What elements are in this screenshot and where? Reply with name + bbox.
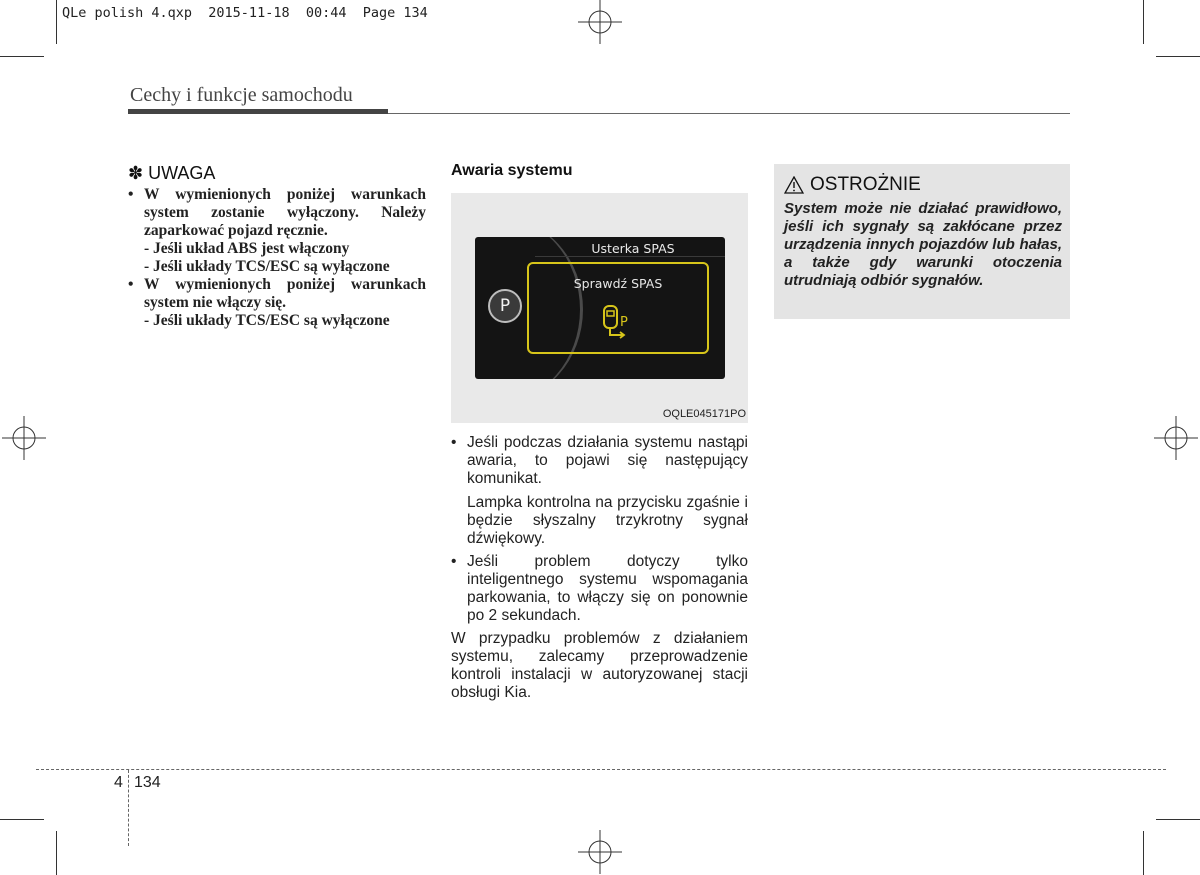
- warning-message-box: [527, 262, 709, 354]
- note-heading: [128, 163, 215, 184]
- caution-heading-label: OSTROŻNIE: [810, 174, 921, 195]
- figure-code: OQLE045171PO: [662, 408, 746, 420]
- caution-heading: [784, 174, 921, 196]
- instrument-cluster-display: [475, 237, 725, 379]
- caution-text: System może nie działać prawidłowo, jeśli ich sygnały są zakłócane przez urządzenia innych pojazdów lub hałas, a także gdy warunki otoczenia utrudniają odbiór sygnałów.: [784, 200, 1062, 289]
- cluster-title: Usterka SPAS: [591, 241, 675, 256]
- parking-assist-icon: [599, 304, 639, 340]
- parking-letter: P: [620, 315, 628, 330]
- footer-divider-vertical: [128, 770, 129, 846]
- note-heading-label: UWAGA: [148, 163, 216, 183]
- page-number: 134: [134, 774, 161, 791]
- note-subitem: - Jeśli układ ABS jest włączony: [144, 240, 350, 257]
- warning-triangle-icon: [784, 176, 804, 194]
- cluster-divider: [535, 256, 725, 257]
- list-item: • Jeśli podczas działania systemu nastąpi awaria, to pojawi się następujący komunikat.: [451, 434, 748, 488]
- registration-mark-icon: [1154, 416, 1198, 460]
- gear-indicator: P: [488, 289, 522, 323]
- paragraph: W przypadku problemów z działaniem systemu, zalecamy przeprowadzenie kontroli instalacji w autoryzowanej stacji obsługi Kia.: [451, 630, 748, 701]
- asterisk-icon: ✽: [128, 163, 144, 183]
- note-item: • W wymienionych poniżej warunkach system nie włączy się.: [128, 276, 426, 312]
- crop-mark: [0, 56, 44, 57]
- section-title: Cechy i funkcje samochodu: [130, 84, 353, 106]
- caution-box: [774, 164, 1070, 319]
- note-body: [128, 186, 426, 330]
- crop-mark: [1143, 0, 1144, 44]
- crop-mark: [0, 819, 44, 820]
- crop-mark: [1156, 56, 1200, 57]
- crop-mark: [56, 0, 57, 44]
- header-rule-thin: [388, 113, 1070, 114]
- list-item: • Jeśli problem dotyczy tylko inteligentnego systemu wspomagania parkowania, to włączy się on ponownie po 2 sekundach.: [451, 553, 748, 625]
- subsection-heading: Awaria systemu: [451, 162, 573, 179]
- header-rule: [128, 109, 388, 114]
- registration-mark-icon: [2, 416, 46, 460]
- registration-mark-icon: [578, 830, 622, 874]
- crop-mark: [1143, 831, 1144, 875]
- cluster-message: Sprawdź SPAS: [573, 276, 663, 291]
- crop-mark: [1156, 819, 1200, 820]
- note-subitem: - Jeśli układy TCS/ESC są wyłączone: [144, 312, 390, 329]
- chapter-number: 4: [114, 774, 123, 791]
- registration-mark-icon: [578, 0, 622, 44]
- note-subitem: - Jeśli układy TCS/ESC są wyłączone: [144, 258, 390, 275]
- failure-description: [451, 434, 748, 702]
- cluster-figure: [451, 193, 748, 423]
- note-item: • W wymienionych poniżej warunkach system zostanie wyłączony. Należy zaparkować pojazd ręcznie.: [128, 186, 426, 240]
- footer-divider: [36, 769, 1166, 770]
- list-item-followup: Lampka kontrolna na przycisku zgaśnie i będzie słyszalny trzykrotny sygnał dźwiękowy.: [467, 494, 748, 547]
- crop-mark: [56, 831, 57, 875]
- print-slug: QLe polish 4.qxp 2015-11-18 00:44 Page 134: [62, 5, 428, 21]
